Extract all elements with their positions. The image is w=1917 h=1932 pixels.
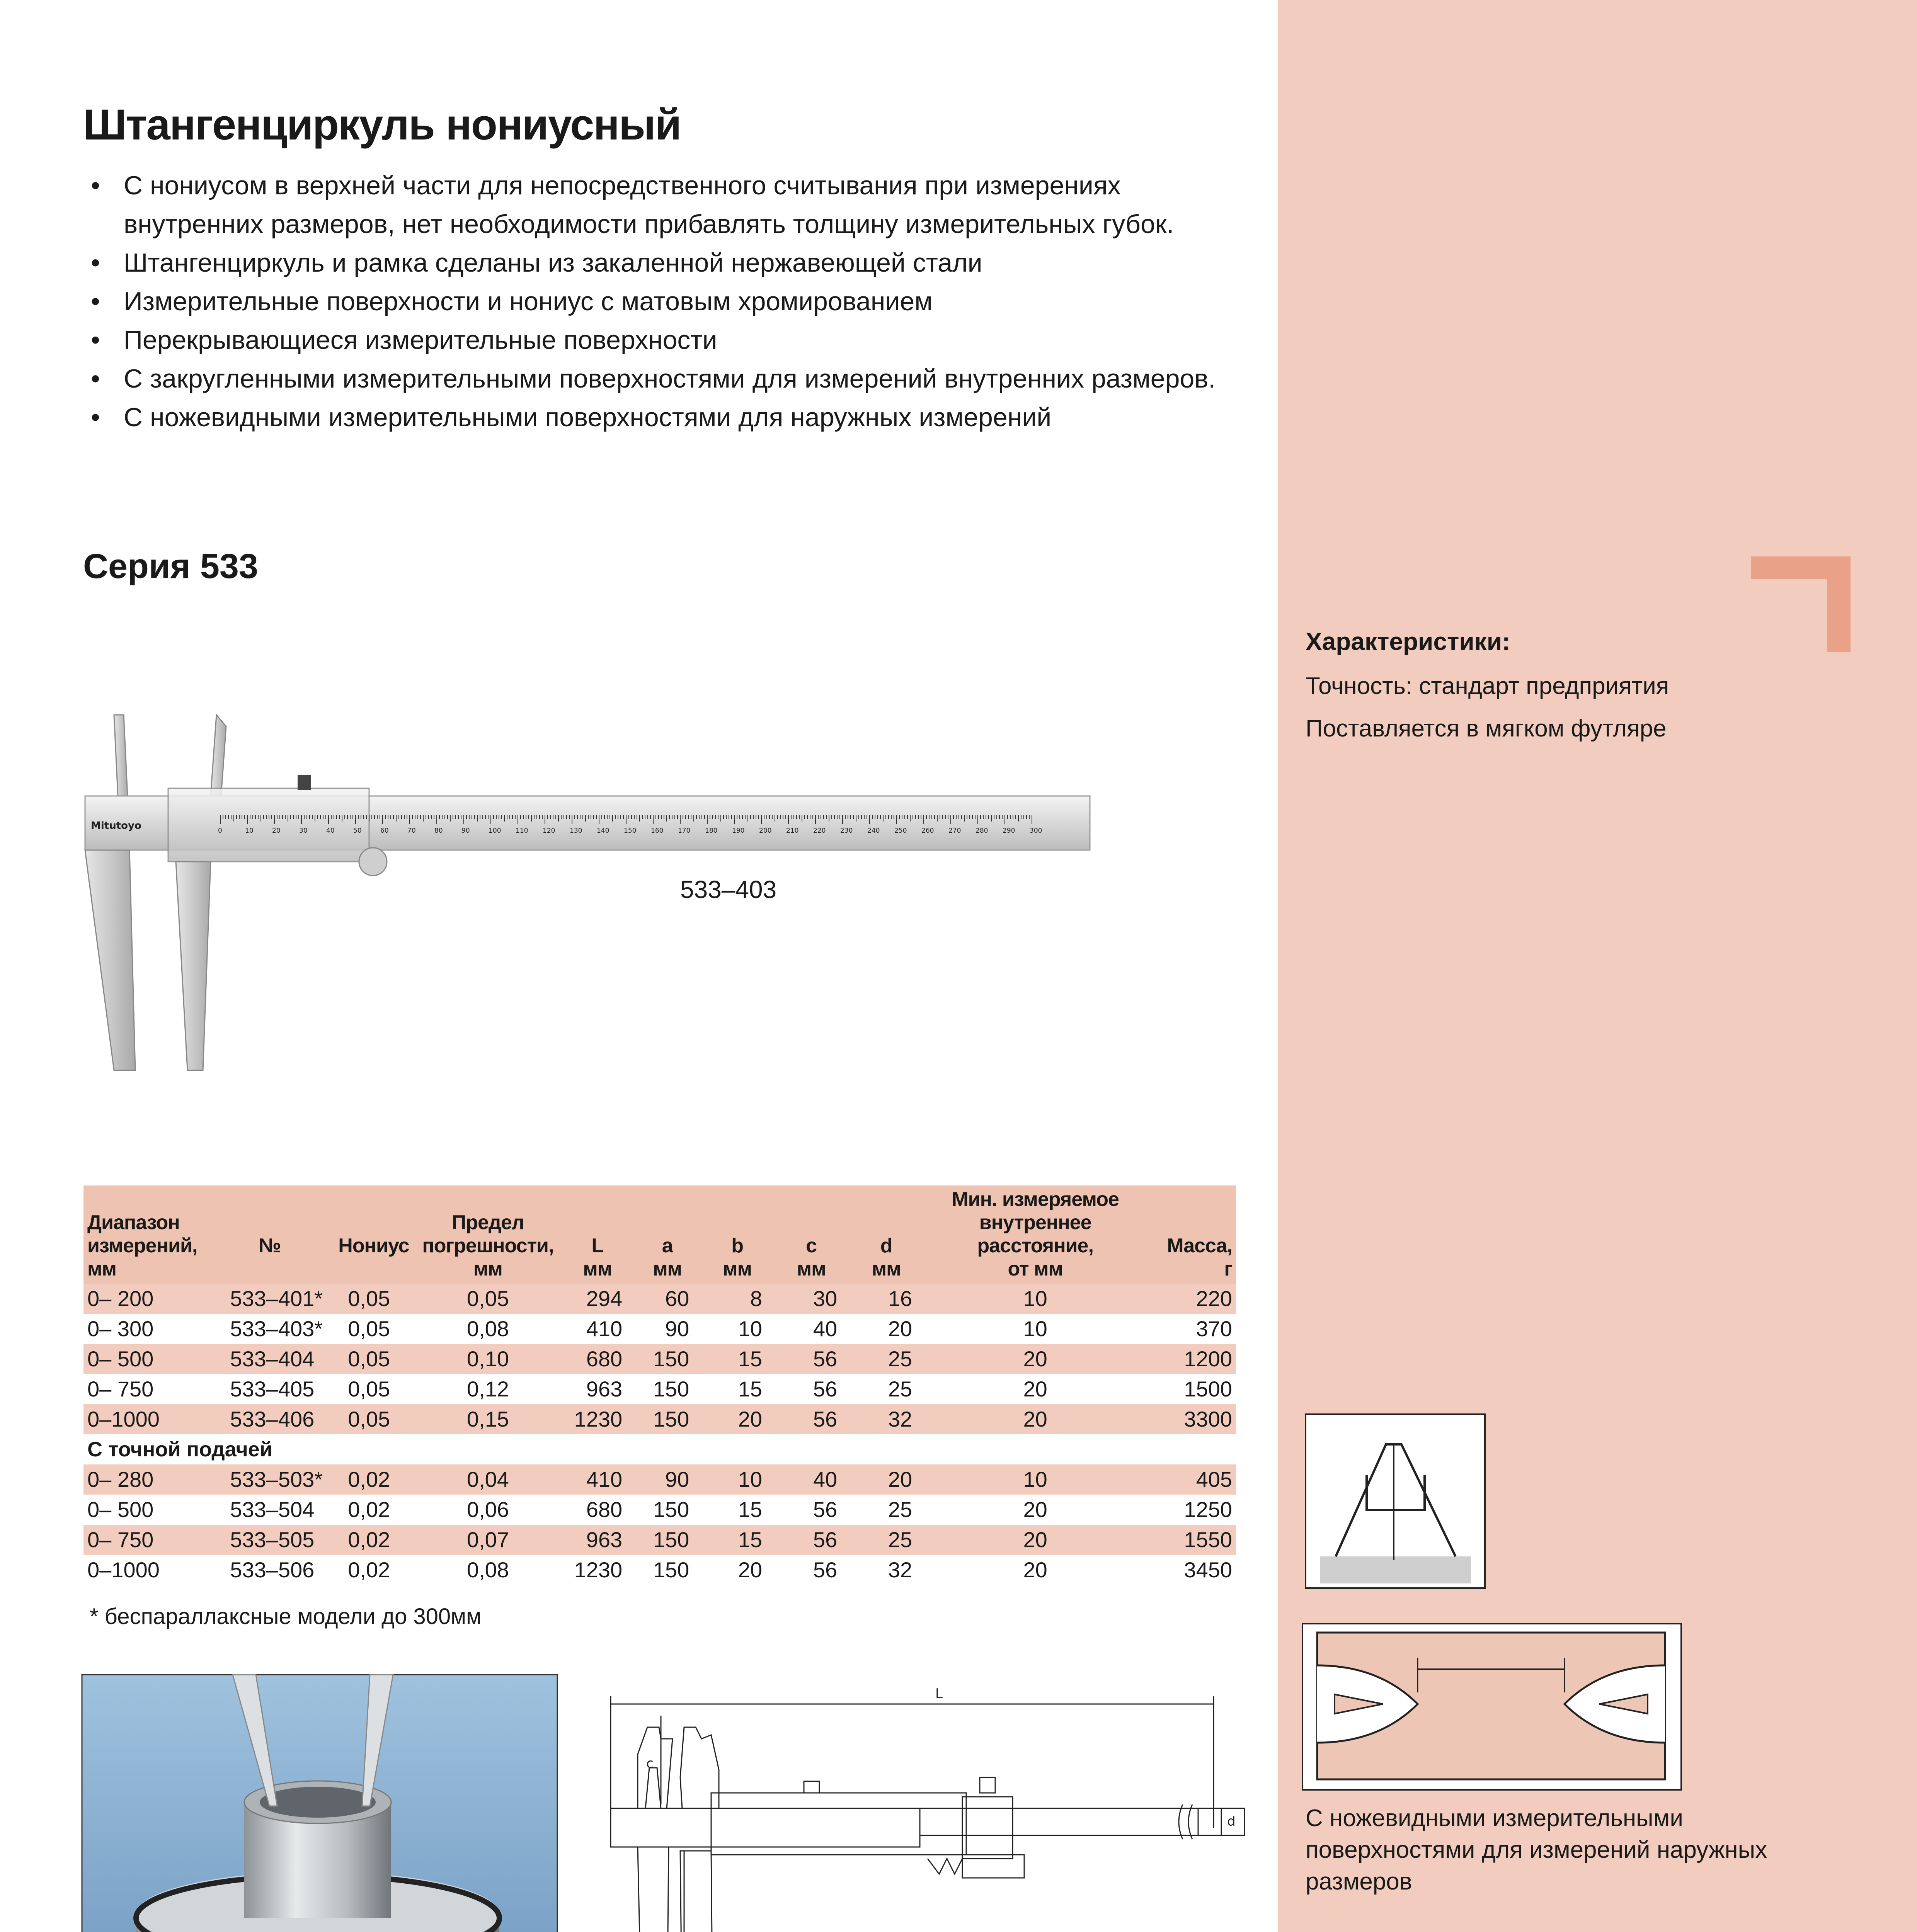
table-cell: 25 [849,1374,924,1404]
scale-number: 30 [299,827,308,835]
table-cell: 1230 [561,1404,634,1434]
header-label: № [259,1235,281,1257]
header-label: Нониус [338,1235,409,1257]
table-cell: 10 [924,1314,1147,1344]
table-cell: 0,05 [332,1344,415,1374]
scale-number: 290 [1003,827,1015,835]
table-cell: 0,05 [332,1284,415,1314]
table-cell: 20 [924,1525,1147,1555]
table-cell: 963 [561,1525,634,1555]
scale-number: 130 [570,827,582,835]
scale-number: 260 [921,827,934,835]
table-cell: 25 [849,1525,924,1555]
table-cell: 10 [924,1284,1147,1314]
scale-number: 230 [840,827,853,835]
bullet-icon: • [91,171,100,200]
scale-number: 300 [1030,827,1042,835]
header-label: d [880,1235,892,1257]
table-cell: 150 [634,1344,701,1374]
table-cell: 20 [924,1495,1147,1525]
table-header-cell [634,1185,701,1284]
table-cell: 0,10 [415,1344,561,1374]
table-row [83,1525,1236,1555]
scale-number: 100 [489,827,501,835]
scale-number: 250 [894,827,907,835]
table-cell: 0,15 [415,1404,561,1434]
table-header-row [83,1185,1236,1284]
table-cell: 533–405 [207,1374,332,1404]
table-cell: 20 [924,1555,1147,1585]
scale-number: 190 [732,827,745,835]
table-cell: 56 [774,1404,849,1434]
dim-label-c: c [646,1756,654,1771]
table-header-cell [849,1185,924,1284]
header-unit: мм [653,1258,682,1280]
table-cell: 410 [561,1314,634,1344]
caliper-model-label: 533–403 [680,876,777,903]
feature-item [83,398,1258,437]
table-cell: 3450 [1147,1555,1236,1585]
feature-item [83,243,1258,282]
feature-item [83,359,1258,398]
table-cell: 0,12 [415,1374,561,1404]
table-cell: 90 [634,1464,701,1495]
table-cell: 220 [1147,1284,1236,1314]
table-header-cell [701,1185,774,1284]
table-cell: 150 [634,1404,701,1434]
table-cell: 533–401* [207,1284,332,1314]
table-header-cell [924,1185,1147,1284]
feature-text: С закругленными измерительными поверхностями для измерений внутренних размеров. [124,364,1216,393]
scale-number: 90 [461,827,470,835]
scale-number: 120 [543,827,555,835]
table-cell: 90 [634,1314,701,1344]
table-header-cell [774,1185,849,1284]
header-unit: от мм [1008,1258,1063,1280]
table-cell: 60 [634,1284,701,1314]
feature-item [83,282,1258,321]
series-title: Серия 533 [83,547,259,586]
table-cell: 533–404 [207,1344,332,1374]
table-cell: 20 [849,1464,924,1495]
table-footnote: * беспараллаксные модели до 300мм [90,1604,482,1629]
table-cell: 370 [1147,1314,1236,1344]
table-cell: 10 [924,1464,1147,1495]
feature-text: Штангенциркуль и рамка сделаны из закаленной нержавеющей стали [124,248,982,277]
table-header-cell [561,1185,634,1284]
table-cell: 56 [774,1495,849,1525]
scale-number: 20 [272,827,281,835]
table-body [83,1284,1236,1434]
table-cell: 0,06 [415,1495,561,1525]
table-body-fine-feed [83,1464,1236,1585]
header-label: Мин. измеряемое внутреннее расстояние, [952,1188,1119,1257]
table-cell: 1230 [561,1555,634,1585]
table-cell: 15 [701,1525,774,1555]
table-cell: 0,02 [332,1495,415,1525]
table-cell: 15 [701,1344,774,1374]
header-label: L [591,1235,604,1257]
table-cell: 533–506 [207,1555,332,1585]
table-cell: 0– 500 [83,1344,207,1374]
table-row [83,1464,1236,1495]
table-cell: 0,08 [415,1555,561,1585]
table-cell: 150 [634,1374,701,1404]
corner-mark-icon [1751,556,1851,652]
table-cell: 533–503* [207,1464,332,1495]
feature-text: Перекрывающиеся измерительные поверхности [124,325,717,355]
scale-number: 150 [624,827,637,835]
table-cell: 1550 [1147,1525,1236,1555]
scale-number: 110 [516,827,528,835]
table-cell: 1500 [1147,1374,1236,1404]
characteristics-supply: Поставляется в мягком футляре [1306,715,1667,742]
table-cell: 1250 [1147,1495,1236,1525]
table-cell: 0– 300 [83,1314,207,1344]
table-subheading-row [83,1434,1236,1464]
scale-number: 170 [678,827,691,835]
table-cell: 0,05 [332,1314,415,1344]
table-cell: 56 [774,1525,849,1555]
bullet-icon: • [91,364,100,393]
header-label: Предел погрешности, [422,1211,554,1257]
table-row [83,1284,1236,1314]
table-cell: 40 [774,1314,849,1344]
header-unit: мм [872,1258,901,1280]
table-cell: 0,04 [415,1464,561,1495]
table-cell: 405 [1147,1464,1236,1495]
header-label: a [662,1235,673,1257]
table-header-cell [83,1185,207,1284]
table-cell: 40 [774,1464,849,1495]
table-cell: 150 [634,1525,701,1555]
dim-label-d: d [1227,1814,1236,1829]
table-header-cell [1147,1185,1236,1284]
header-label: Диапазон измерений, [87,1211,197,1257]
table-cell: 0– 280 [83,1464,207,1495]
caliper-photo [77,699,1098,1082]
scale-number: 60 [380,827,389,835]
scale-number: 160 [651,827,664,835]
knife-edge-caption: С ножевидными измерительными поверхностями для измерений наружных размеров [1306,1805,1767,1895]
feature-list [83,166,1258,437]
table-cell: 533–406 [207,1404,332,1434]
table-cell: 0,08 [415,1314,561,1344]
header-unit: мм [583,1258,612,1280]
table-cell: 30 [774,1284,849,1314]
feature-item [83,166,1258,243]
table-cell: 16 [849,1284,924,1314]
scale-number: 140 [597,827,609,835]
table-cell: 56 [774,1555,849,1585]
table-cell: 1200 [1147,1344,1236,1374]
table-cell: 533–505 [207,1525,332,1555]
table-cell: 20 [924,1344,1147,1374]
table-cell: 533–403* [207,1314,332,1344]
table-cell: 20 [701,1555,774,1585]
table-header-cell [332,1185,415,1284]
table-cell: 680 [561,1495,634,1525]
page-title: Штангенциркуль нониусный [83,100,681,149]
header-label: Масса, [1167,1235,1232,1257]
table-cell: 0,02 [332,1464,415,1495]
scale-number: 280 [976,827,988,835]
table-header-cell [415,1185,561,1284]
table-cell: 963 [561,1374,634,1404]
table-row [83,1555,1236,1585]
table-cell: 0– 500 [83,1495,207,1525]
caliper-brand: Mitutoyo [91,820,141,832]
table-cell: 56 [774,1374,849,1404]
table-cell: 0,05 [332,1404,415,1434]
table-cell: 0–1000 [83,1404,207,1434]
header-label: c [806,1235,817,1257]
scale-number: 80 [434,827,443,835]
table-cell: 680 [561,1344,634,1374]
table-cell: 15 [701,1374,774,1404]
bullet-icon: • [91,287,100,316]
table-cell: 0,07 [415,1525,561,1555]
table-cell: 0– 200 [83,1284,207,1314]
table-row [83,1314,1236,1344]
table-cell: 0,02 [332,1525,415,1555]
header-label: b [731,1235,744,1257]
table-cell: 32 [849,1404,924,1434]
bullet-icon: • [91,403,100,432]
bullet-icon: • [91,248,100,277]
table-cell: 10 [701,1314,774,1344]
scale-number: 220 [813,827,826,835]
header-unit [336,1257,411,1281]
header-unit: мм [797,1258,826,1280]
table-row [83,1495,1236,1525]
table-cell: 0– 750 [83,1374,207,1404]
scale-number: 270 [948,827,961,835]
table-cell: 15 [701,1495,774,1525]
characteristics-accuracy: Точность: стандарт предприятия [1306,673,1669,699]
dimension-drawing [603,1681,1236,1932]
header-unit: мм [723,1258,752,1280]
table-cell: 150 [634,1555,701,1585]
scale-number: 0 [218,827,222,835]
scale-number: 40 [326,827,335,835]
header-unit: мм [87,1258,116,1280]
table-cell: 20 [924,1404,1147,1434]
jaw-detail-photo [1305,1413,1486,1589]
scale-number: 180 [705,827,718,835]
table-cell: 25 [849,1344,924,1374]
dim-label-L: L [935,1686,943,1701]
table-cell: 3300 [1147,1404,1236,1434]
header-unit [211,1257,329,1281]
table-cell: 150 [634,1495,701,1525]
scale-number: 210 [786,827,799,835]
scale-number: 240 [867,827,880,835]
table-cell: 20 [849,1314,924,1344]
table-cell: 0,05 [415,1284,561,1314]
usage-example-photo [82,1675,557,1932]
table-cell: 32 [849,1555,924,1585]
table-cell: 410 [561,1464,634,1495]
header-unit: мм [473,1258,502,1280]
table-row [83,1374,1236,1404]
feature-text: С нониусом в верхней части для непосредственного считывания при измерениях внутренних размеров, нет необходимости прибавлять толщину измерительных губок. [124,171,1174,239]
table-cell: 533–504 [207,1495,332,1525]
table-cell: 10 [701,1464,774,1495]
characteristics-title: Характеристики: [1306,628,1510,655]
table-cell: 0,05 [332,1374,415,1404]
table-row [83,1344,1236,1374]
table-cell: 0–1000 [83,1555,207,1585]
table-header-cell [207,1185,332,1284]
feature-text: Измерительные поверхности и нониус с матовым хромированием [124,287,933,316]
scale-number: 70 [407,827,416,835]
table-row [83,1404,1236,1434]
scale-number: 10 [245,827,254,835]
specs-table [83,1185,1236,1585]
table-cell: 20 [701,1404,774,1434]
scale-number: 200 [759,827,772,835]
table-cell: 0– 750 [83,1525,207,1555]
table-cell: 0,02 [332,1555,415,1585]
table-cell: 25 [849,1495,924,1525]
feature-item [83,321,1258,359]
table-cell: 294 [561,1284,634,1314]
scale-number: 50 [353,827,362,835]
table-cell: 56 [774,1344,849,1374]
knife-edge-detail [1302,1623,1682,1791]
feature-text: С ножевидными измерительными поверхностями для наружных измерений [124,403,1052,432]
table-cell: 8 [701,1284,774,1314]
table-cell: 20 [924,1374,1147,1404]
header-unit: г [1224,1258,1232,1280]
table-subheading: С точной подачей [83,1434,1236,1464]
bullet-icon: • [91,325,100,355]
